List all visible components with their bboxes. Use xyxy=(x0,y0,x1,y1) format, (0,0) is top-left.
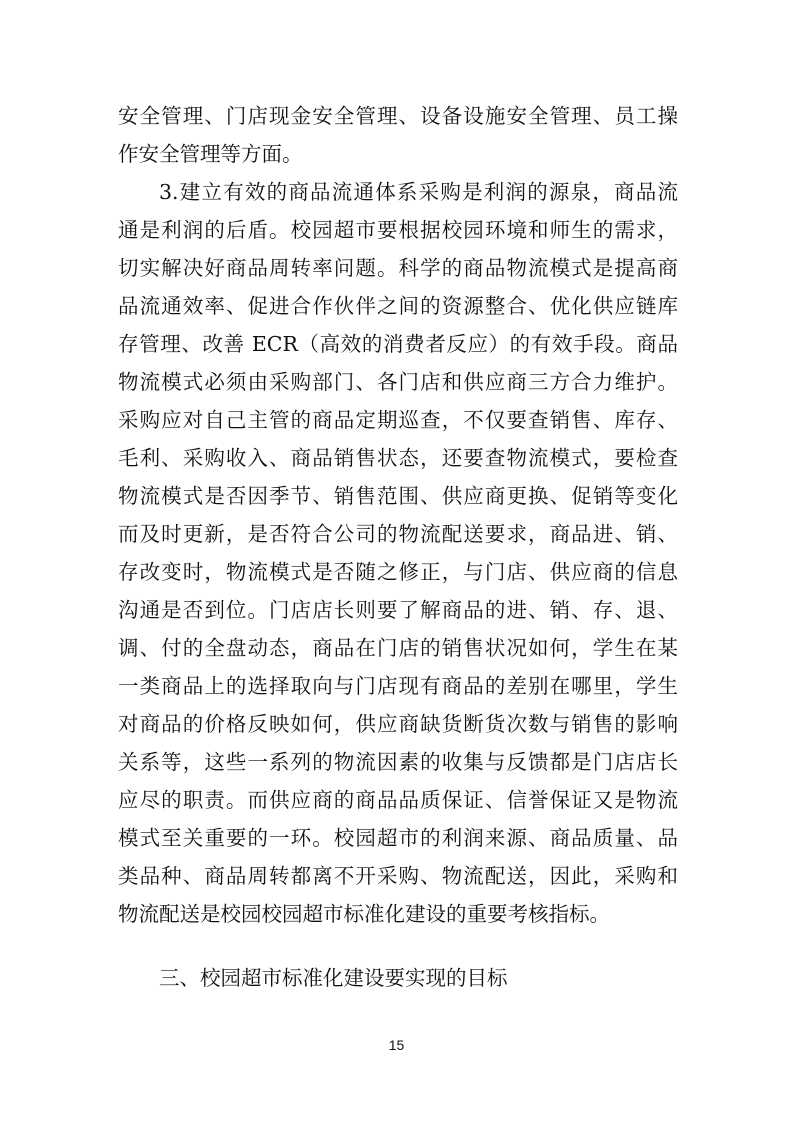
page-number: 15 xyxy=(388,1037,405,1053)
body-text-line: 沟通是否到位。门店店长则要了解商品的进、销、存、退、 xyxy=(118,598,678,622)
body-text-line: 品流通效率、促进合作伙伴之间的资源整合、优化供应链库 xyxy=(118,294,678,318)
body-text-line: 而及时更新，是否符合公司的物流配送要求，商品进、销、 xyxy=(118,522,678,546)
body-text-line: 应尽的职责。而供应商的商品品质保证、信誉保证又是物流 xyxy=(118,788,678,812)
body-text-line: 物流模式是否因季节、销售范围、供应商更换、促销等变化 xyxy=(118,484,678,508)
body-text-line: 存改变时，物流模式是否随之修正，与门店、供应商的信息 xyxy=(118,560,678,584)
body-text-line: 对商品的价格反映如何，供应商缺货断货次数与销售的影响 xyxy=(118,712,678,736)
body-text-line: 关系等，这些一系列的物流因素的收集与反馈都是门店店长 xyxy=(118,750,678,774)
body-text-line: 模式至关重要的一环。校园超市的利润来源、商品质量、品 xyxy=(118,826,678,850)
paragraph-first-line: 3.建立有效的商品流通体系采购是利润的源泉，商品流 xyxy=(159,180,678,204)
body-text-line: 物流模式必须由采购部门、各门店和供应商三方合力维护。 xyxy=(118,370,678,394)
body-text-line: 通是利润的后盾。校园超市要根据校园环境和师生的需求， xyxy=(118,218,678,242)
body-text-line: 调、付的全盘动态，商品在门店的销售状况如何，学生在某 xyxy=(118,636,678,660)
section-heading: 三、校园超市标准化建设要实现的目标 xyxy=(159,966,508,990)
body-text-line: 类品种、商品周转都离不开采购、物流配送，因此，采购和 xyxy=(118,864,678,888)
body-text-line: 切实解决好商品周转率问题。科学的商品物流模式是提高商 xyxy=(118,256,678,280)
body-text-line: 物流配送是校园校园超市标准化建设的重要考核指标。 xyxy=(118,902,610,926)
body-text-line: 毛利、采购收入、商品销售状态，还要查物流模式，要检查 xyxy=(118,446,678,470)
body-text-line: 一类商品上的选择取向与门店现有商品的差别在哪里，学生 xyxy=(118,674,678,698)
body-text-line: 存管理、改善 ECR（高效的消费者反应）的有效手段。商品 xyxy=(118,332,678,356)
body-text-line: 采购应对自己主管的商品定期巡查，不仅要查销售、库存、 xyxy=(118,408,678,432)
body-text-line: 安全管理、门店现金安全管理、设备设施安全管理、员工操 xyxy=(118,104,678,128)
body-text-line: 作安全管理等方面。 xyxy=(118,142,303,166)
